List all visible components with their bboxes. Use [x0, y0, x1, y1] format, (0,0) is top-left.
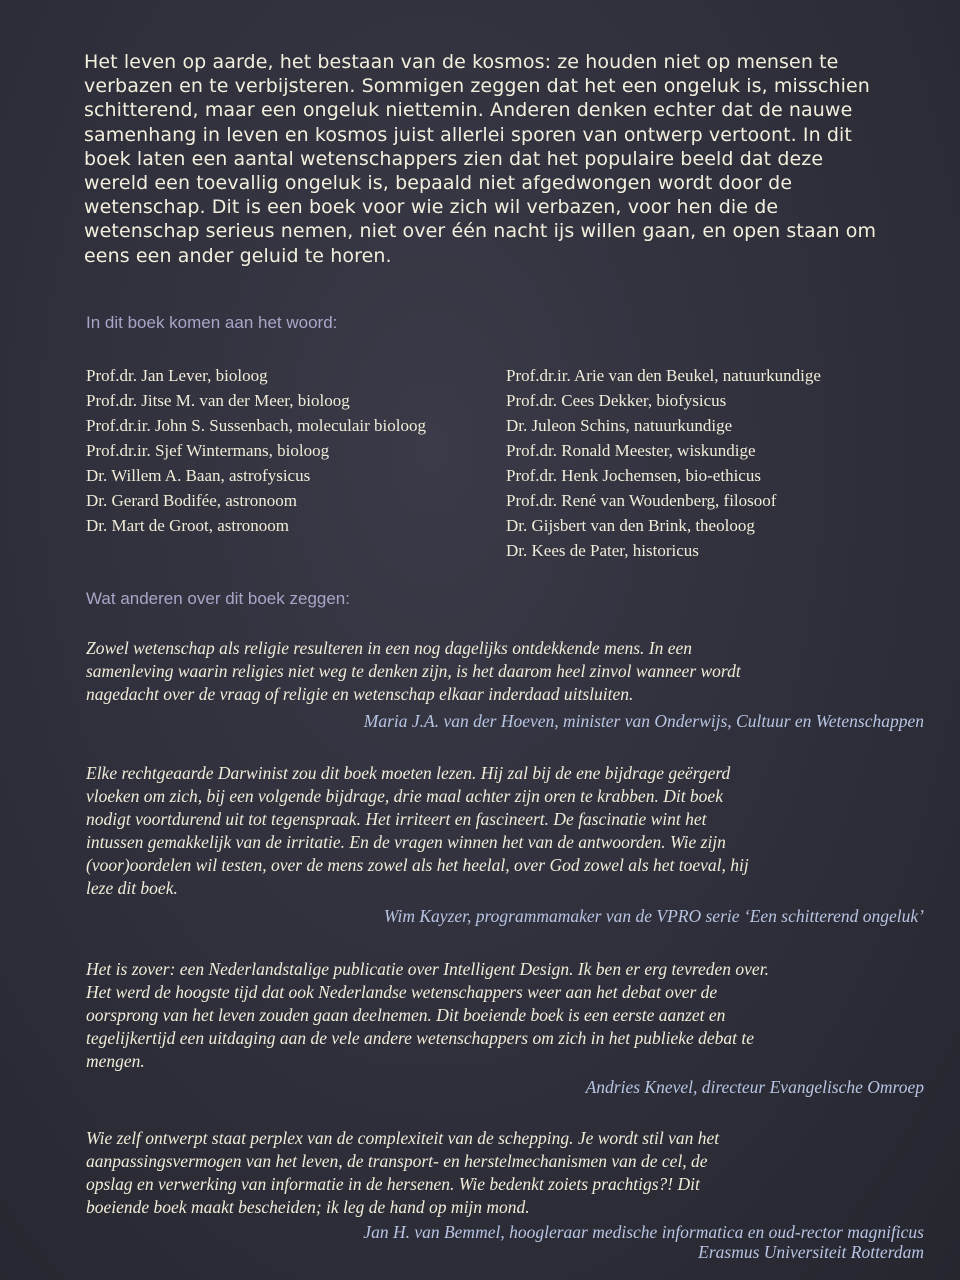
quote-line: samenleving waarin religies niet weg te denken zijn, is het daarom heel zinvol wanneer wordt: [86, 661, 741, 681]
contributors-right-column: [506, 363, 821, 563]
quote-line: mengen.: [86, 1051, 145, 1071]
contributor-item: Prof.dr.ir. John S. Sussenbach, moleculair bioloog: [86, 416, 426, 435]
contributors-left-column: [86, 363, 426, 538]
quote-line: Het werd de hoogste tijd dat ook Nederlandse wetenschappers weer aan het debat over de: [86, 982, 718, 1002]
quote-line: vloeken om zich, bij een volgende bijdrage, drie maal achter zijn oren te krabben. Dit boek: [86, 786, 723, 806]
quote-line: Elke rechtgeaarde Darwinist zou dit boek moeten lezen. Hij zal bij de ene bijdrage geërgerd: [86, 763, 731, 783]
contributor-item: Prof.dr. Cees Dekker, biofysicus: [506, 391, 727, 410]
quote-line: opslag en verwerking van informatie in de hersenen. Wie bedenkt zoiets prachtigs?! Dit: [86, 1174, 700, 1194]
contributor-item: Dr. Gerard Bodifée, astronoom: [86, 491, 298, 510]
quote-line: (voor)oordelen wil testen, over de mens zowel als het heelal, over God zowel als het toeval, hij: [86, 855, 749, 875]
intro-line: verbazen en te verbijsteren. Sommigen zeggen dat het een ongeluk is, misschien: [84, 75, 870, 98]
contributor-item: Dr. Willem A. Baan, astrofysicus: [86, 466, 311, 485]
attribution-line: Maria J.A. van der Hoeven, minister van Onderwijs, Cultuur en Wetenschappen: [363, 711, 924, 731]
review-attribution: [586, 1077, 924, 1097]
quote-line: aanpassingsvermogen van het leven, de transport- en herstelmechanismen van de cel, de: [86, 1151, 708, 1171]
contributor-item: Dr. Kees de Pater, historicus: [506, 541, 699, 560]
quote-line: oorsprong van het leven zouden gaan deelnemen. Dit boeiende boek is een eerste aanzet en: [86, 1005, 726, 1025]
intro-line: wetenschap serieus nemen, niet over één nacht ijs willen gaan, en open staan om: [84, 220, 877, 243]
attribution-line: Andries Knevel, directeur Evangelische Omroep: [585, 1077, 924, 1097]
attribution-line: Erasmus Universiteit Rotterdam: [698, 1242, 924, 1262]
quote-line: Wie zelf ontwerpt staat perplex van de complexiteit van de schepping. Je wordt stil van het: [86, 1128, 720, 1148]
quote-line: intussen gemakkelijk van de irritatie. En de vragen winnen het van de antwoorden. Wie zijn: [86, 832, 726, 852]
quote-line: leze dit boek.: [86, 878, 178, 898]
review-quote: [86, 1127, 926, 1219]
review-attribution: [363, 1222, 924, 1262]
contributor-item: Prof.dr. Jan Lever, bioloog: [86, 366, 268, 385]
intro-line: eens een ander geluid te horen.: [84, 244, 392, 267]
intro-line: schitterend, maar een ongeluk niettemin. Anderen denken echter dat de nauwe: [84, 99, 853, 122]
intro-line: samenhang in leven en kosmos juist allerlei sporen van ontwerp vertoont. In dit: [84, 123, 852, 146]
review-quote: [86, 762, 926, 900]
review-attribution: [364, 711, 924, 731]
reviews-heading: Wat anderen over dit boek zeggen:: [86, 589, 350, 608]
quote-line: nodigt voortdurend uit tot tegenspraak. Het irriteert en fascineert. De fascinatie wint het: [86, 809, 707, 829]
intro-line: wetenschap. Dit is een boek voor wie zich wil verbazen, voor hen die de: [84, 196, 779, 219]
contributor-item: Prof.dr.ir. Sjef Wintermans, bioloog: [86, 441, 330, 460]
intro-line: boek laten een aantal wetenschappers zien dat het populaire beeld dat deze: [84, 147, 824, 170]
attribution-line: Wim Kayzer, programmamaker van de VPRO serie ‘Een schitterend ongeluk’: [383, 906, 924, 926]
contributor-item: Dr. Gijsbert van den Brink, theoloog: [506, 516, 755, 535]
contributor-item: Prof.dr. Henk Jochemsen, bio-ethicus: [506, 466, 761, 485]
contributor-item: Prof.dr. Jitse M. van der Meer, bioloog: [86, 391, 350, 410]
contributor-item: Prof.dr.ir. Arie van den Beukel, natuurkundige: [506, 366, 821, 385]
contributor-item: Dr. Juleon Schins, natuurkundige: [506, 416, 733, 435]
attribution-line: Jan H. van Bemmel, hoogleraar medische informatica en oud-rector magnificus: [363, 1222, 924, 1242]
review-quote: [86, 637, 926, 706]
quote-line: nagedacht over de vraag of religie en wetenschap elkaar inderdaad uitsluiten.: [86, 684, 634, 704]
contributor-item: Prof.dr. Ronald Meester, wiskundige: [506, 441, 756, 460]
intro-line: wereld een toevallig ongeluk is, bepaald niet afgedwongen wordt door de: [84, 172, 793, 195]
intro-line: Het leven op aarde, het bestaan van de kosmos: ze houden niet op mensen te: [84, 51, 839, 73]
quote-line: tegelijkertijd een uitdaging aan de vele andere wetenschappers om zich in het publieke debat te: [86, 1028, 755, 1048]
quote-line: Het is zover: een Nederlandstalige publicatie over Intelligent Design. Ik ben er erg tevreden over.: [86, 959, 769, 979]
review-attribution: [384, 906, 924, 926]
quote-line: boeiende boek maakt bescheiden; ik leg de hand op mijn mond.: [86, 1197, 530, 1217]
quote-line: Zowel wetenschap als religie resulteren in een nog dagelijks ontdekkende mens. In een: [86, 638, 693, 658]
contributor-item: Dr. Mart de Groot, astronoom: [86, 516, 290, 535]
intro-paragraph: [84, 50, 924, 268]
contributors-heading: In dit boek komen aan het woord:: [86, 313, 338, 332]
contributor-item: Prof.dr. René van Woudenberg, filosoof: [506, 491, 777, 510]
review-quote: [86, 958, 926, 1073]
